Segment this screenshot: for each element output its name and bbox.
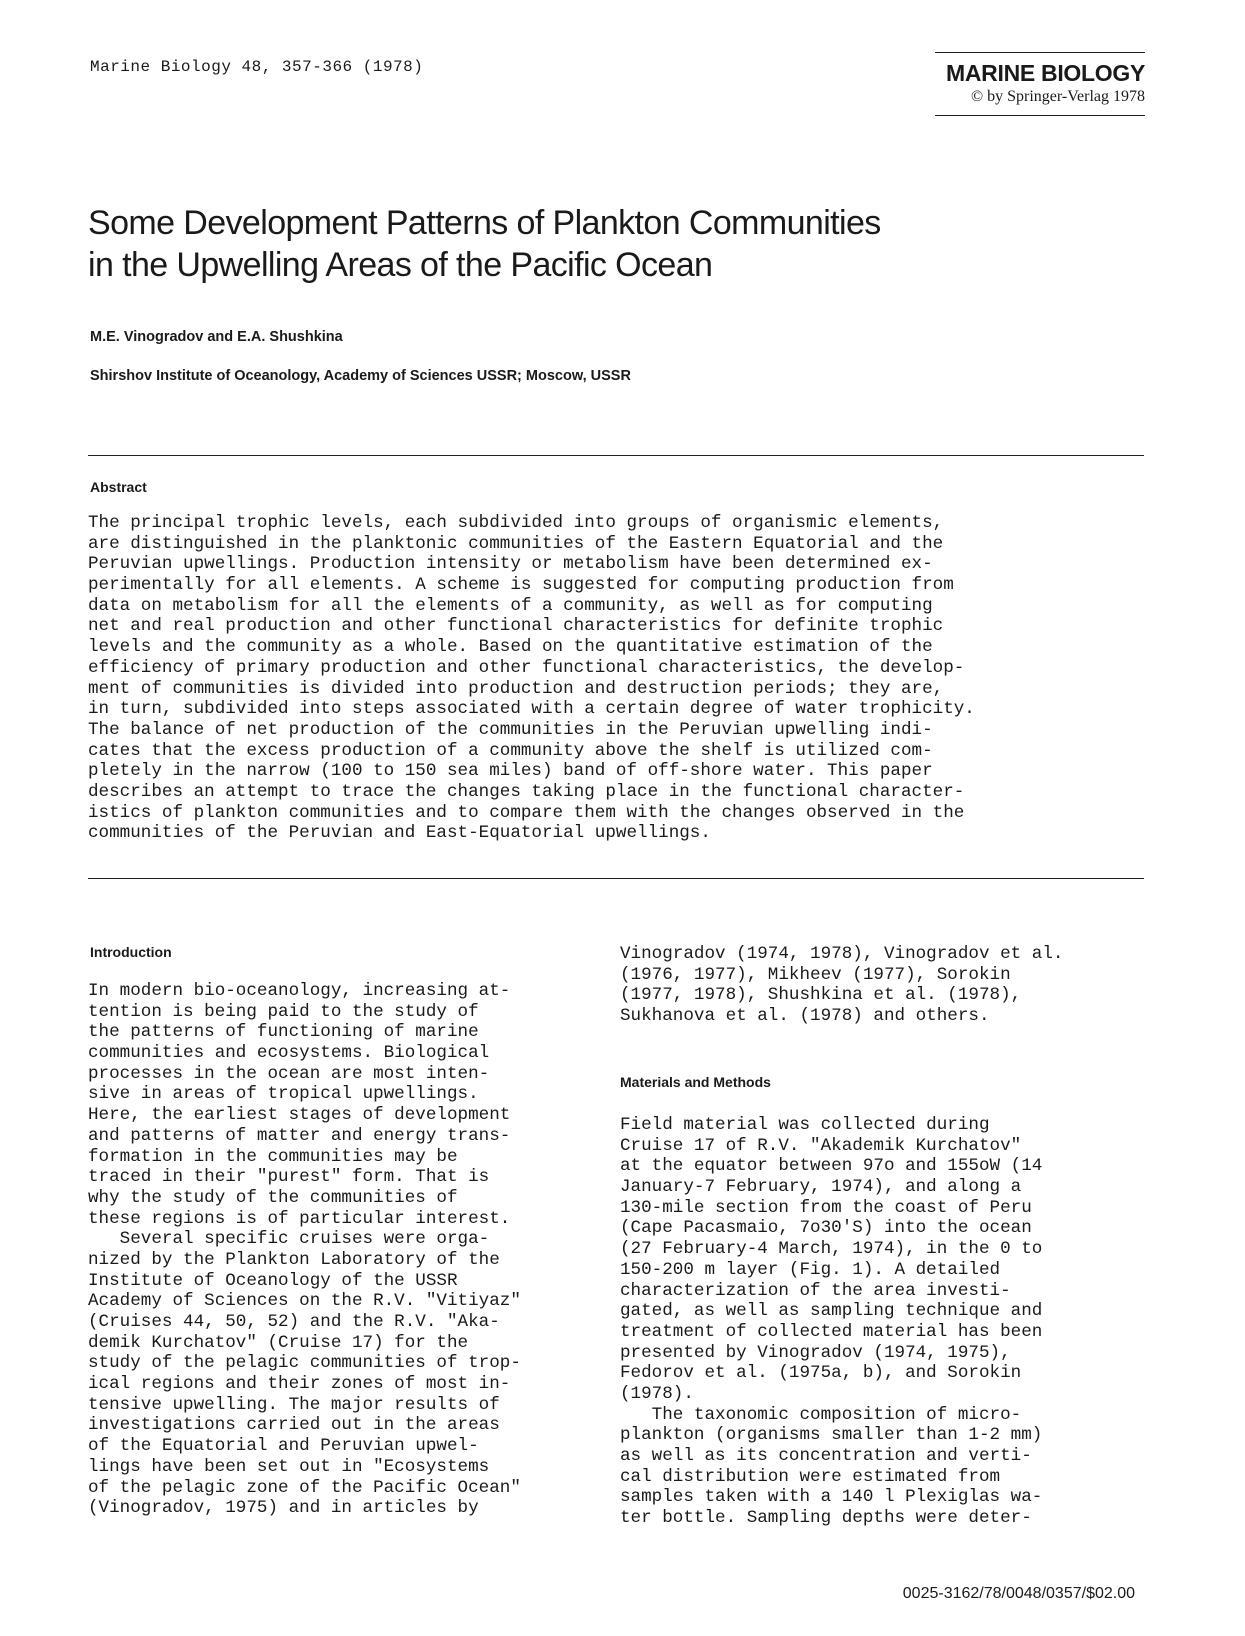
text-line: ical regions and their zones of most in- — [88, 1374, 511, 1395]
text-line: Vinogradov (1974, 1978), Vinogradov et al. — [620, 944, 1064, 964]
text-line: traced in their "purest" form. That is — [88, 1167, 490, 1188]
text-line: Institute of Oceanology of the USSR — [88, 1270, 458, 1291]
text-line: communities and ecosystems. Biological — [88, 1043, 490, 1064]
journal-copyright: © by Springer-Verlag 1978 — [970, 88, 1145, 105]
text-line: plankton (organisms smaller than 1-2 mm) — [620, 1425, 1043, 1446]
text-line: levels and the community as a whole. Based on the quantitative estimation of the — [88, 637, 933, 658]
journal-block — [935, 52, 1145, 116]
text-line: at the equator between 97o and 155oW (14 — [620, 1156, 1043, 1177]
text-line: tention is being paid to the study of — [88, 1001, 479, 1022]
paper-title — [88, 202, 1088, 286]
text-line: sive in areas of tropical upwellings. — [88, 1084, 479, 1105]
text-line: (Vinogradov, 1975) and in articles by — [88, 1498, 479, 1519]
affiliation: Shirshov Institute of Oceanology, Academy of Sciences USSR; Moscow, USSR — [90, 368, 631, 384]
text-line: In modern bio-oceanology, increasing at- — [88, 981, 511, 1001]
text-line: nized by the Plankton Laboratory of the — [88, 1249, 500, 1270]
text-line: Sukhanova et al. (1978) and others. — [620, 1006, 990, 1027]
text-line: cates that the excess production of a community above the shelf is utilized com- — [88, 740, 933, 761]
text-line: Cruise 17 of R.V. "Akademik Kurchatov" — [620, 1135, 1022, 1156]
text-line: Here, the earliest stages of development — [88, 1105, 511, 1126]
text-line: the patterns of functioning of marine — [88, 1022, 479, 1043]
text-line: (Cape Pacasmaio, 7o30'S) into the ocean — [620, 1218, 1032, 1239]
text-line: January-7 February, 1974), and along a — [620, 1177, 1022, 1198]
text-line: ter bottle. Sampling depths were deter- — [620, 1508, 1032, 1529]
text-line: demik Kurchatov" (Cruise 17) for the — [88, 1332, 469, 1353]
text-line: (1977, 1978), Shushkina et al. (1978), — [620, 985, 1022, 1006]
text-line: (1978). — [620, 1383, 694, 1404]
text-line: these regions is of particular interest. — [88, 1208, 511, 1229]
text-line: The taxonomic composition of micro- — [620, 1404, 1022, 1425]
text-line: investigations carried out in the areas — [88, 1415, 500, 1436]
text-line: as well as its concentration and verti- — [620, 1446, 1032, 1466]
abstract-heading: Abstract — [90, 479, 147, 495]
text-line: gated, as well as sampling technique and — [620, 1301, 1043, 1322]
methods-body — [620, 1115, 1140, 1529]
text-line: cal distribution were estimated from — [620, 1466, 1001, 1487]
authors: M.E. Vinogradov and E.A. Shushkina — [90, 329, 343, 345]
text-line: ment of communities is divided into production and destruction periods; they are, — [88, 678, 944, 699]
text-line: of the pelagic zone of the Pacific Ocean" — [88, 1477, 521, 1498]
text-line: Peruvian upwellings. Production intensity or metabolism have been determined ex- — [88, 554, 933, 575]
text-line: treatment of collected material has been — [620, 1321, 1043, 1342]
text-line: communities of the Peruvian and East-Equatorial upwellings. — [88, 823, 711, 844]
text-line: The principal trophic levels, each subdivided into groups of organismic elements, — [88, 513, 944, 533]
text-line: (1976, 1977), Mikheev (1977), Sorokin — [620, 964, 1011, 985]
text-line: and patterns of matter and energy trans- — [88, 1125, 511, 1146]
abstract-top-rule — [88, 455, 1144, 456]
text-line: Several specific cruises were orga- — [88, 1229, 490, 1250]
footer-code: 0025-3162/78/0048/0357/$02.00 — [902, 1585, 1135, 1602]
text-line: in turn, subdivided into steps associated with a certain degree of water trophicity. — [88, 699, 975, 720]
text-line: perimentally for all elements. A scheme is suggested for computing production from — [88, 575, 954, 596]
title-line-2: in the Upwelling Areas of the Pacific Ocean — [88, 246, 713, 284]
text-line: net and real production and other functional characteristics for definite trophic — [88, 616, 944, 637]
text-line: (Cruises 44, 50, 52) and the R.V. "Aka- — [88, 1312, 500, 1332]
text-line: 130-mile section from the coast of Peru — [620, 1197, 1032, 1218]
text-line: efficiency of primary production and other functional characteristics, the develop- — [88, 657, 965, 678]
text-line: describes an attempt to trace the changes taking place in the functional character- — [88, 781, 965, 802]
abstract-bottom-rule — [88, 878, 1144, 879]
text-line: are distinguished in the planktonic communities of the Eastern Equatorial and the — [88, 533, 944, 554]
text-line: presented by Vinogradov (1974, 1975), — [620, 1342, 1011, 1363]
text-line: Field material was collected during — [620, 1115, 990, 1135]
text-line: 150-200 m layer (Fig. 1). A detailed — [620, 1259, 1001, 1280]
text-line: formation in the communities may be — [88, 1146, 458, 1167]
text-line: study of the pelagic communities of trop- — [88, 1353, 521, 1374]
text-line: Academy of Sciences on the R.V. "Vitiyaz" — [88, 1291, 521, 1312]
text-line: lings have been set out in "Ecosystems — [88, 1456, 490, 1477]
text-line: Fedorov et al. (1975a, b), and Sorokin — [620, 1363, 1022, 1384]
running-head: Marine Biology 48, 357-366 (1978) — [90, 58, 424, 76]
text-line: (27 February-4 March, 1974), in the 0 to — [620, 1239, 1043, 1260]
methods-heading: Materials and Methods — [620, 1074, 771, 1090]
column2-continuation — [620, 944, 1140, 1027]
text-line: of the Equatorial and Peruvian upwel- — [88, 1436, 479, 1457]
text-line: why the study of the communities of — [88, 1187, 458, 1208]
text-line: characterization of the area investi- — [620, 1280, 1011, 1301]
title-line-1: Some Development Patterns of Plankton Communities — [88, 204, 881, 242]
text-line: The balance of net production of the communities in the Peruvian upwelling indi- — [88, 719, 933, 740]
abstract-body — [88, 513, 1148, 844]
introduction-body — [88, 981, 608, 1519]
introduction-heading: Introduction — [90, 944, 172, 960]
text-line: tensive upwelling. The major results of — [88, 1394, 500, 1415]
text-line: pletely in the narrow (100 to 150 sea miles) band of off-shore water. This paper — [88, 761, 933, 782]
text-line: istics of plankton communities and to compare them with the changes observed in the — [88, 802, 965, 823]
text-line: data on metabolism for all the elements of a community, as well as for computing — [88, 595, 933, 616]
journal-name: MARINE BIOLOGY — [946, 60, 1145, 86]
text-line: processes in the ocean are most inten- — [88, 1063, 490, 1084]
text-line: samples taken with a 140 l Plexiglas wa- — [620, 1487, 1043, 1508]
